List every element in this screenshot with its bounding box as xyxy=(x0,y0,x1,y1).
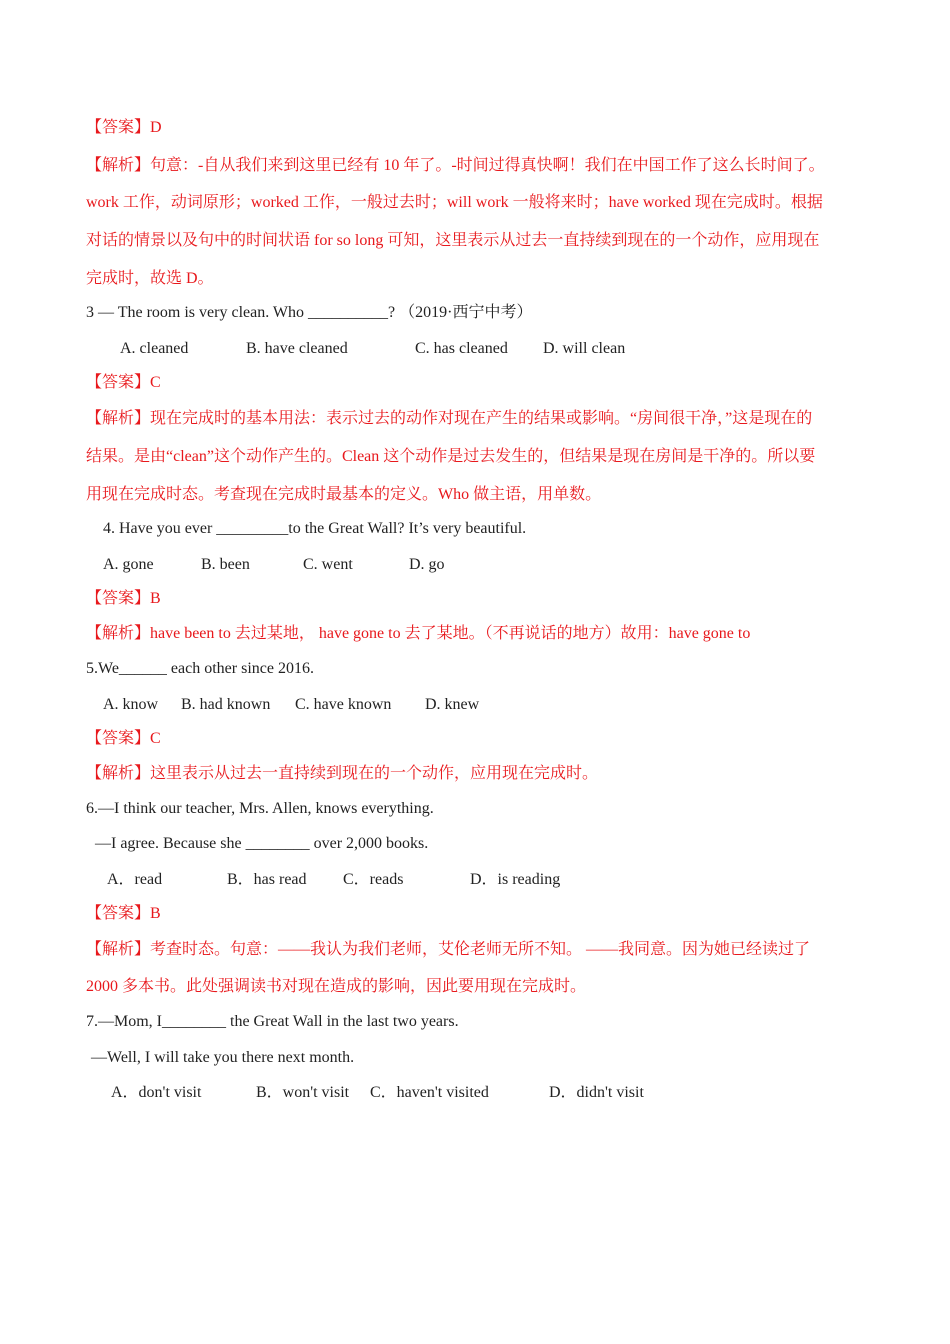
q5-option-c: C. have known xyxy=(295,696,392,713)
q2-analysis-line-3: 对话的情景以及句中的时间状语 for so long 可知，这里表示从过去一直持续到现在的一个动作，应用现在 xyxy=(86,232,820,249)
q5-option-a: A. know xyxy=(103,696,159,713)
q6-stem-line-1: 6.—I think our teacher, Mrs. Allen, knows everything. xyxy=(86,800,434,817)
q6-analysis-line-2: 2000 多本书。此处强调读书对现在造成的影响，因此要用现在完成时。 xyxy=(86,978,587,995)
q3-answer: 【答案】C xyxy=(86,374,161,391)
q4-option-c: C. went xyxy=(303,556,353,573)
q3-option-b: B. have cleaned xyxy=(246,340,348,357)
q2-analysis-line-1: 【解析】句意：-自从我们来到这里已经有 10 年了。-时间过得真快啊！我们在中国工作了这么长时间了。 xyxy=(86,157,825,174)
q7-stem-line-1: 7.—Mom, I________ the Great Wall in the last two years. xyxy=(86,1013,459,1030)
q2-analysis-line-2: work 工作，动词原形；worked 工作，一般过去时；will work 一般将来时；have worked 现在完成时。根据 xyxy=(86,194,823,211)
q6-option-d: D．is reading xyxy=(470,871,561,888)
q5-option-b: B. had known xyxy=(181,696,271,713)
q4-option-a: A. gone xyxy=(103,556,154,573)
q7-stem-line-2: —Well, I will take you there next month. xyxy=(91,1049,355,1066)
q6-option-a: A．read xyxy=(107,871,163,888)
q5-answer: 【答案】C xyxy=(86,730,161,747)
q4-answer: 【答案】B xyxy=(86,590,161,607)
q3-analysis-line-1: 【解析】现在完成时的基本用法：表示过去的动作对现在产生的结果或影响。“房间很干净，”这是现在的 xyxy=(86,410,813,427)
q7-option-a: A．don't visit xyxy=(111,1084,202,1101)
q3-stem: 3 — The room is very clean. Who __________? （2019·西宁中考） xyxy=(86,304,533,321)
q7-option-b: B．won't visit xyxy=(256,1084,350,1101)
q7-option-d: D．didn't visit xyxy=(549,1084,644,1101)
q2-answer: 【答案】D xyxy=(86,119,162,136)
q3-option-c: C. has cleaned xyxy=(415,340,508,357)
q5-analysis-line-1: 【解析】这里表示从过去一直持续到现在的一个动作，应用现在完成时。 xyxy=(86,765,599,782)
q2-analysis-line-4: 完成时，故选 D。 xyxy=(86,270,214,287)
q7-option-c: C．haven't visited xyxy=(370,1084,489,1101)
q5-option-d: D. knew xyxy=(425,696,480,713)
q3-option-d: D. will clean xyxy=(543,340,626,357)
q4-option-d: D. go xyxy=(409,556,445,573)
q4-stem: 4. Have you ever _________to the Great Wall? It’s very beautiful. xyxy=(103,520,527,537)
q6-option-c: C．reads xyxy=(343,871,404,888)
q6-stem-line-2: —I agree. Because she ________ over 2,000 books. xyxy=(95,835,429,852)
q3-analysis-line-2: 结果。是由“clean”这个动作产生的。Clean 这个动作是过去发生的，但结果是现在房间是干净的。所以要 xyxy=(86,448,816,465)
q6-option-b: B．has read xyxy=(227,871,307,888)
q5-stem: 5.We______ each other since 2016. xyxy=(86,660,314,677)
q6-answer: 【答案】B xyxy=(86,905,161,922)
q3-option-a: A. cleaned xyxy=(120,340,189,357)
q4-analysis-line-1: 【解析】have been to 去过某地， have gone to 去了某地。（不再说话的地方）故用：have gone to xyxy=(86,625,751,642)
q4-option-b: B. been xyxy=(201,556,250,573)
q6-analysis-line-1: 【解析】考查时态。句意：——我认为我们老师，艾伦老师无所不知。 ——我同意。因为她已经读过了 xyxy=(86,941,811,958)
q3-analysis-line-3: 用现在完成时态。考查现在完成时最基本的定义。Who 做主语，用单数。 xyxy=(86,486,602,503)
